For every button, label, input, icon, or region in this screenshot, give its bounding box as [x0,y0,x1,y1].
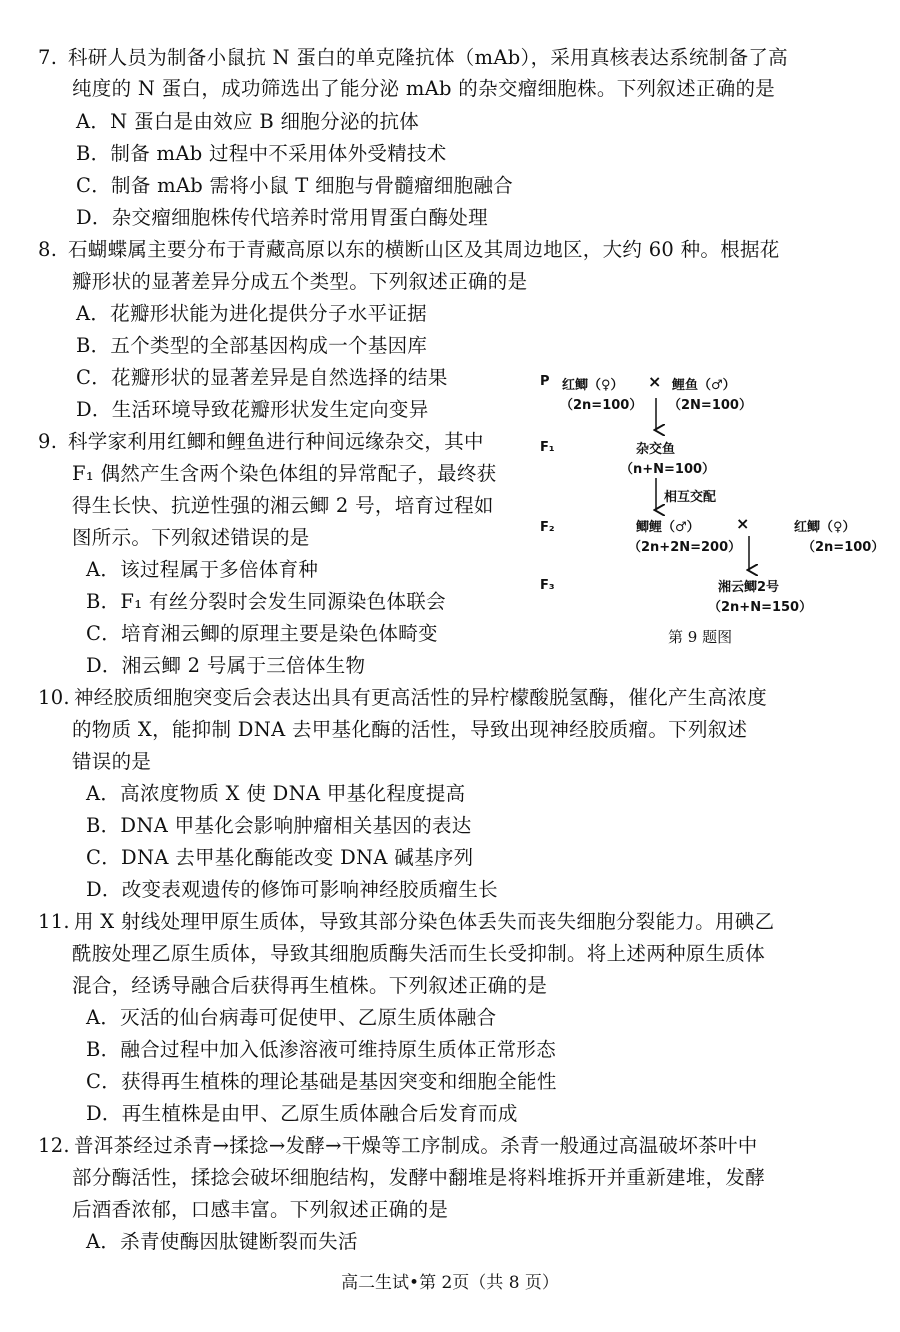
q12-stem-line-3: 后酒香浓郁，口感丰富。下列叙述正确的是 [72,1198,449,1221]
parent2-label: 鲤鱼（♂） [672,378,736,393]
parent1-chromosome: （2n=100） [560,398,643,413]
parent1-label: 红鲫（♀） [562,378,624,393]
q10-stem-line-1: 10. 神经胶质细胞突变后会表达出具有更高活性的异柠檬酸脱氢酶，催化产生高浓度 [38,686,768,709]
f2-cross-symbol: × [736,514,750,533]
f3-name: 湘云鲫2号 [718,580,780,595]
q10-option-b: B．DNA 甲基化会影响肿瘤相关基因的表达 [86,814,472,837]
row-label-p: P [540,374,550,389]
mating-label: 相互交配 [664,490,717,505]
q7-stem-line-2: 纯度的 N 蛋白，成功筛选出了能分泌 mAb 的杂交瘤细胞株。下列叙述正确的是 [72,77,776,100]
q9-option-c: C．培育湘云鲫的原理主要是染色体畸变 [86,622,438,645]
q12-option-a: A．杀青使酶因肽键断裂而失活 [86,1230,358,1253]
q9-stem-line-4: 图所示。下列叙述错误的是 [72,526,310,549]
f1-chromosome: （n+N=100） [620,462,716,477]
q8-option-a: A．花瓣形状能为进化提供分子水平证据 [76,302,427,325]
q12-stem-line-1: 12. 普洱茶经过杀青→揉捻→发酵→干燥等工序制成。杀青一般通过高温破坏茶叶中 [38,1134,758,1157]
q10-option-d: D．改变表观遗传的修饰可影响神经胶质瘤生长 [86,878,498,901]
q8-option-d: D．生活环境导致花瓣形状发生定向变异 [76,398,429,421]
row-label-f1: F₁ [540,440,555,455]
q11-option-d: D．再生植株是由甲、乙原生质体融合后发育而成 [86,1102,518,1125]
q11-option-a: A．灭活的仙台病毒可促使甲、乙原生质体融合 [86,1006,497,1029]
f3-chromosome: （2n+N=150） [708,600,813,615]
q9-option-a: A．该过程属于多倍体育种 [86,558,319,581]
cross-symbol: × [648,372,662,391]
q10-stem-line-3: 错误的是 [72,750,152,773]
q10-stem-line-2: 的物质 X，能抑制 DNA 去甲基化酶的活性，导致出现神经胶质瘤。下列叙述 [72,718,748,741]
q11-option-b: B．融合过程中加入低渗溶液可维持原生质体正常形态 [86,1038,557,1061]
q9-option-d: D．湘云鲫 2 号属于三倍体生物 [86,654,366,677]
f2-chromosome: （2n+2N=200） [628,540,742,555]
q11-stem-line-1: 11. 用 X 射线处理甲原生质体，导致其部分染色体丢失而丧失细胞分裂能力。用碘乙 [38,910,775,933]
q12-stem-line-2: 部分酶活性，揉捻会破坏细胞结构，发酵中翻堆是将料堆拆开并重新建堆，发酵 [72,1166,766,1189]
parent2-chromosome: （2N=100） [668,398,752,413]
q9-stem-line-2: F₁ 偶然产生含两个染色体组的异常配子，最终获 [72,462,497,485]
f1-name: 杂交鱼 [636,442,676,457]
q9-stem-line-3: 得生长快、抗逆性强的湘云鲫 2 号，培育过程如 [72,494,494,517]
figure-arrows [540,368,880,628]
f2-partner: 红鲫（♀） [794,520,856,535]
q9-option-b: B．F₁ 有丝分裂时会发生同源染色体联会 [86,590,446,613]
q7-stem-line-1: 7. 科研人员为制备小鼠抗 N 蛋白的单克隆抗体（mAb），采用真核表达系统制备了高 [38,46,788,69]
q10-option-a: A．高浓度物质 X 使 DNA 甲基化程度提高 [86,782,466,805]
row-label-f2: F₂ [540,520,555,535]
q11-stem-line-3: 混合，经诱导融合后获得再生植株。下列叙述正确的是 [72,974,548,997]
q11-stem-line-2: 酰胺处理乙原生质体，导致其细胞质酶失活而生长受抑制。将上述两种原生质体 [72,942,766,965]
q8-option-b: B．五个类型的全部基因构成一个基因库 [76,334,428,357]
f2-partner-chromosome: （2n=100） [802,540,885,555]
figure-caption: 第 9 题图 [668,628,733,646]
row-label-f3: F₃ [540,578,555,593]
q8-stem-line-1: 8. 石蝴蝶属主要分布于青藏高原以东的横断山区及其周边地区，大约 60 种。根据花 [38,238,780,261]
q7-option-b: B．制备 mAb 过程中不采用体外受精技术 [76,142,447,165]
q9-stem-line-1: 9. 科学家利用红鲫和鲤鱼进行种间远缘杂交，其中 [38,430,484,453]
q8-stem-line-2: 瓣形状的显著差异分成五个类型。下列叙述正确的是 [72,270,528,293]
q9-figure [540,368,885,668]
f2-name: 鲫鲤（♂） [636,520,700,535]
q8-option-c: C．花瓣形状的显著差异是自然选择的结果 [76,366,448,389]
q11-option-c: C．获得再生植株的理论基础是基因突变和细胞全能性 [86,1070,557,1093]
page-footer: 高二生试•第 2页（共 8 页） [341,1273,559,1293]
q10-option-c: C．DNA 去甲基化酶能改变 DNA 碱基序列 [86,846,474,869]
q7-option-d: D．杂交瘤细胞株传代培养时常用胃蛋白酶处理 [76,206,488,229]
q7-option-c: C．制备 mAb 需将小鼠 T 细胞与骨髓瘤细胞融合 [76,174,514,197]
q7-option-a: A．N 蛋白是由效应 B 细胞分泌的抗体 [76,110,420,133]
